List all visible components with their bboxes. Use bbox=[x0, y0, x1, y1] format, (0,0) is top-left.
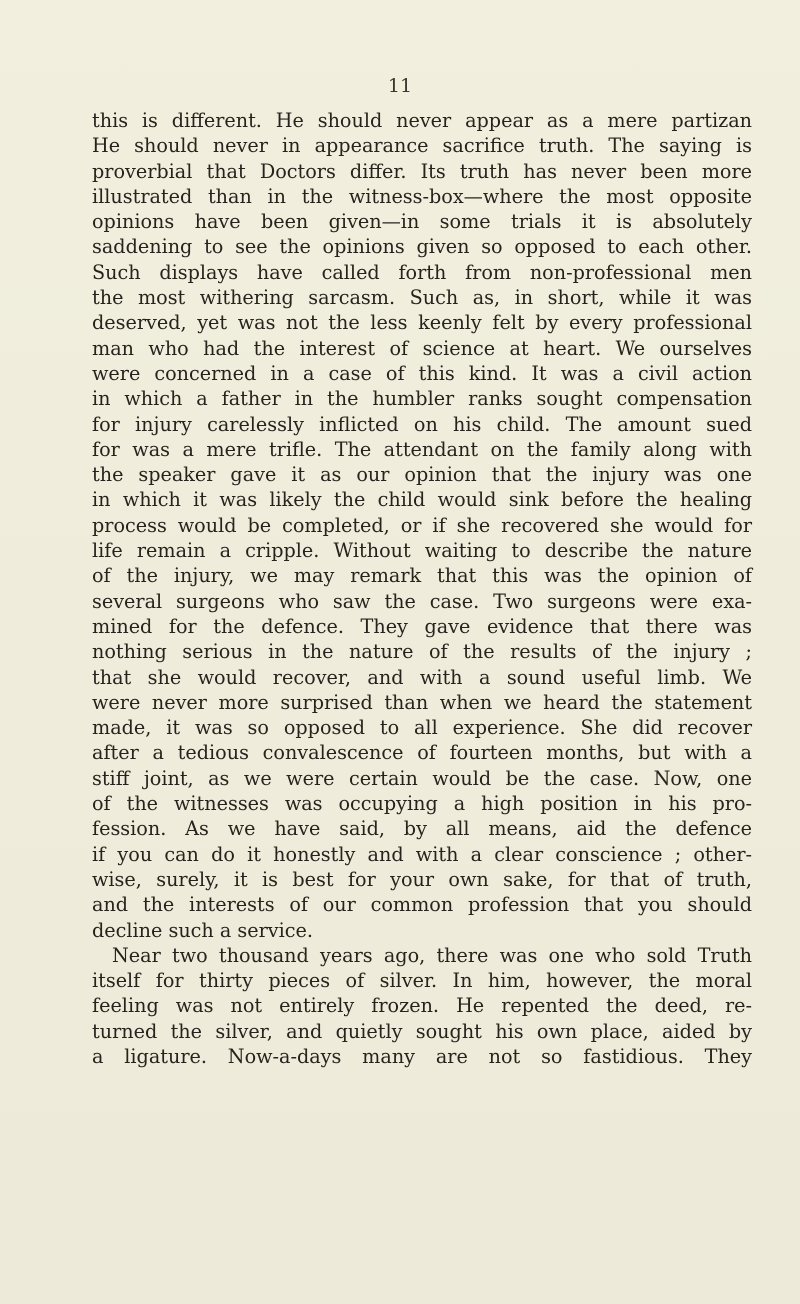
text-line: of the witnesses was occupying a high position in his pro- bbox=[92, 792, 752, 816]
body-text bbox=[92, 108, 752, 1069]
text-line: illustrated than in the witness-box—where the most opposite bbox=[92, 184, 752, 208]
text-line: saddening to see the opinions given so opposed to each other. bbox=[92, 235, 752, 259]
text-line: for injury carelessly inflicted on his child. The amount sued bbox=[92, 412, 752, 436]
text-line: wise, surely, it is best for your own sake, for that of truth, bbox=[92, 867, 752, 891]
text-line: were never more surprised than when we heard the statement bbox=[92, 690, 752, 714]
text-line: proverbial that Doctors differ. Its truth has never been more bbox=[92, 159, 752, 183]
text-line: made, it was so opposed to all experience. She did recover bbox=[92, 716, 752, 740]
page-number: 11 bbox=[387, 75, 413, 97]
text-line: if you can do it honestly and with a clear conscience ; other- bbox=[92, 842, 752, 866]
text-line: man who had the interest of science at heart. We ourselves bbox=[92, 336, 752, 360]
text-line: a ligature. Now-a-days many are not so fastidious. They bbox=[92, 1044, 752, 1068]
paragraph-start-line: Near two thousand years ago, there was one who sold Truth bbox=[112, 943, 752, 967]
text-line: this is different. He should never appear as a mere partizan bbox=[92, 109, 752, 132]
paragraph-end-line: decline such a service. bbox=[92, 918, 313, 942]
text-line: Such displays have called forth from non-professional men bbox=[92, 260, 752, 284]
text-line: feeling was not entirely frozen. He repented the deed, re- bbox=[92, 994, 752, 1018]
text-line: deserved, yet was not the less keenly felt by every professional bbox=[92, 311, 752, 335]
text-line: were concerned in a case of this kind. It was a civil action bbox=[92, 361, 752, 385]
text-line: He should never in appearance sacrifice truth. The saying is bbox=[92, 134, 752, 158]
text-line: life remain a cripple. Without waiting to describe the nature bbox=[92, 539, 752, 563]
text-line: nothing serious in the nature of the results of the injury ; bbox=[92, 640, 752, 664]
text-line: several surgeons who saw the case. Two surgeons were exa- bbox=[92, 589, 752, 613]
text-line: in which it was likely the child would sink before the healing bbox=[92, 488, 752, 512]
text-line: after a tedious convalescence of fourteen months, but with a bbox=[92, 741, 752, 765]
text-line: itself for thirty pieces of silver. In him, however, the moral bbox=[92, 969, 752, 993]
text-line: for was a mere trifle. The attendant on the family along with bbox=[92, 437, 752, 461]
text-line: in which a father in the humbler ranks sought compensation bbox=[92, 387, 752, 411]
text-line: opinions have been given—in some trials it is absolutely bbox=[92, 210, 752, 234]
text-line: the most withering sarcasm. Such as, in short, while it was bbox=[92, 286, 752, 310]
text-line: the speaker gave it as our opinion that the injury was one bbox=[92, 463, 752, 487]
text-line: mined for the defence. They gave evidence that there was bbox=[92, 614, 752, 638]
text-line: and the interests of our common profession that you should bbox=[92, 893, 752, 917]
text-line: that she would recover, and with a sound useful limb. We bbox=[92, 665, 752, 689]
text-line: fession. As we have said, by all means, aid the defence bbox=[92, 817, 752, 841]
text-line: turned the silver, and quietly sought his own place, aided by bbox=[92, 1019, 752, 1043]
text-line: stiff joint, as we were certain would be the case. Now, one bbox=[92, 766, 752, 790]
text-line: process would be completed, or if she recovered she would for bbox=[92, 513, 752, 537]
text-line: of the injury, we may remark that this was the opinion of bbox=[92, 564, 752, 588]
